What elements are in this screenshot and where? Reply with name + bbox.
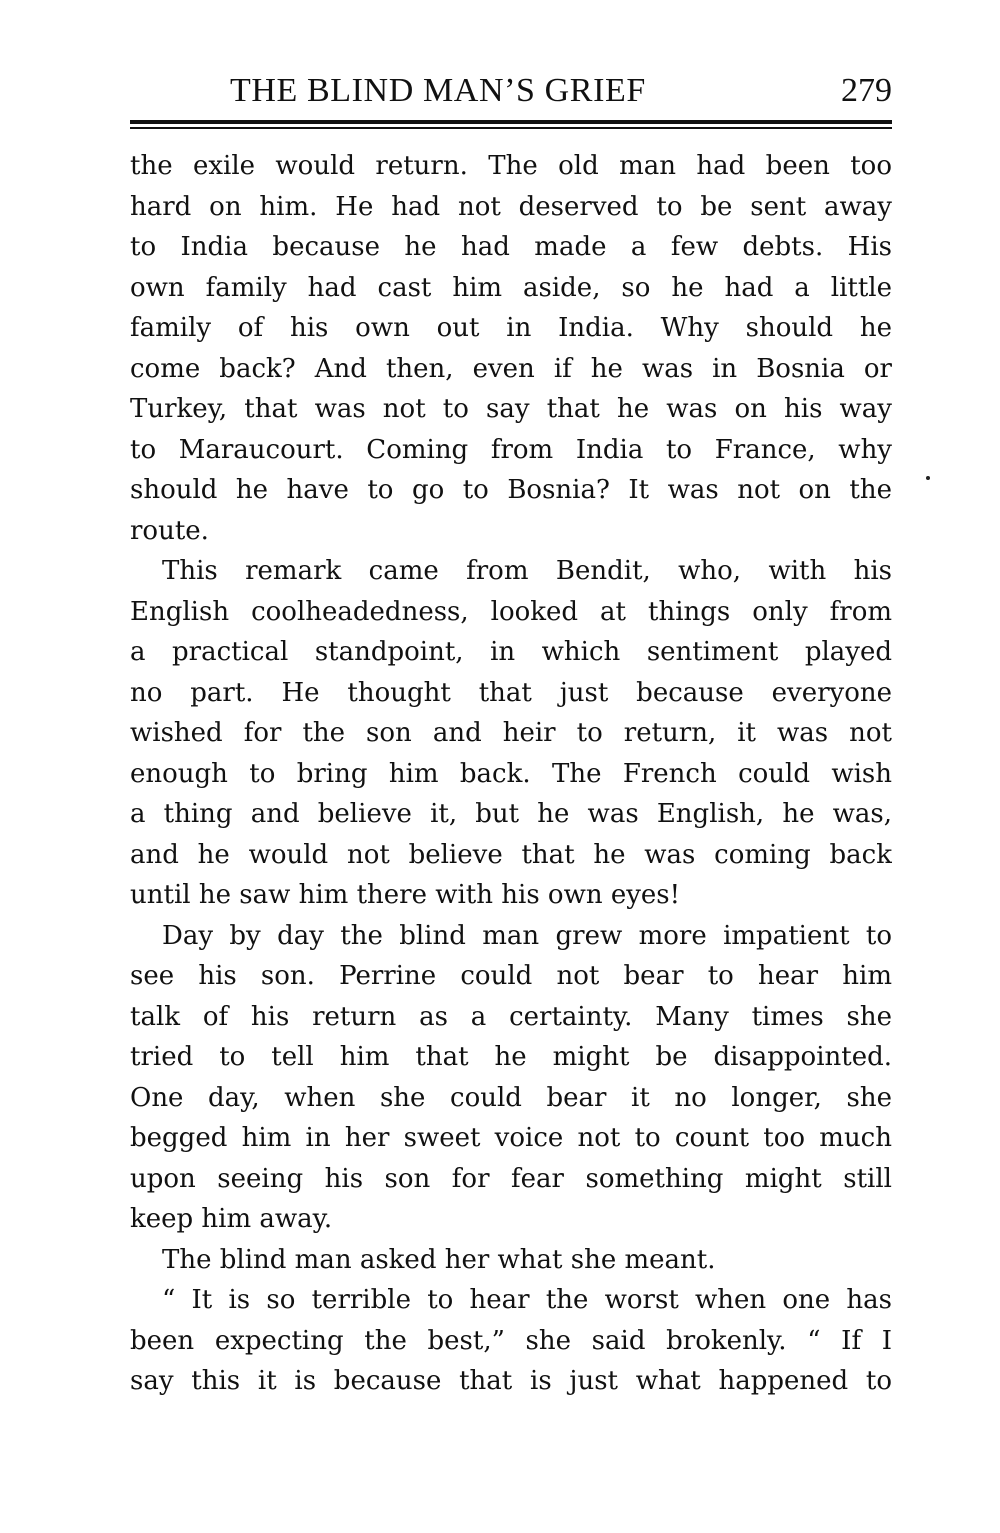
text-line: see his son. Perrine could not bear to hear him (130, 961, 892, 991)
text-line: family of his own out in India. Why should he (130, 313, 892, 343)
text-line: been expecting the best,” she said brokenly. “ If I (130, 1325, 892, 1356)
text-line: a thing and believe it, but he was English, he was, (130, 799, 892, 829)
text-line: to India because he had made a few debts. His (130, 232, 892, 262)
page-number: 279 (841, 72, 892, 109)
text-line: “ It is so terrible to hear the worst when one has (162, 1285, 892, 1315)
body-text (130, 146, 892, 1402)
text-line: no part. He thought that just because everyone (130, 677, 892, 708)
text-line: own family had cast him aside, so he had a little (130, 272, 892, 303)
text-line: tried to tell him that he might be disappointed. (130, 1042, 892, 1072)
text-line: keep him away. (130, 1204, 333, 1234)
text-line: English coolheadedness, looked at things only from (130, 596, 892, 627)
text-line: to Maraucourt. Coming from India to France, why (130, 434, 892, 465)
text-line: One day, when she could bear it no longer, she (130, 1082, 892, 1113)
text-line: upon seeing his son for fear something might still (130, 1163, 892, 1194)
text-line: hard on him. He had not deserved to be sent away (130, 191, 892, 222)
text-line: say this it is because that is just what happened to (130, 1366, 892, 1396)
running-head (130, 66, 892, 116)
text-line: should he have to go to Bosnia? It was not on the (130, 475, 892, 505)
text-line: The blind man asked her what she meant. (162, 1244, 716, 1275)
text-line: and he would not believe that he was coming back (130, 839, 892, 870)
text-line: route. (130, 515, 209, 546)
text-line: a practical standpoint, in which sentiment played (130, 637, 892, 667)
text-line: until he saw him there with his own eyes! (130, 880, 681, 910)
header-rule-thick (130, 120, 892, 124)
text-line: This remark came from Bendit, who, with his (162, 556, 892, 586)
chapter-title: THE BLIND MAN’S GRIEF (230, 72, 646, 109)
print-speck (926, 476, 930, 480)
text-line: wished for the son and heir to return, it was not (130, 718, 892, 748)
text-line: come back? And then, even if he was in Bosnia or (130, 353, 892, 384)
text-line: the exile would return. The old man had been too (130, 151, 892, 181)
text-line: Turkey, that was not to say that he was on his way (130, 394, 892, 424)
text-line: begged him in her sweet voice not to count too much (130, 1123, 892, 1153)
text-line: enough to bring him back. The French could wish (130, 758, 892, 789)
text-line: talk of his return as a certainty. Many times she (130, 1001, 892, 1032)
header-rule-thin (130, 127, 892, 129)
text-line: Day by day the blind man grew more impatient to (162, 920, 892, 951)
